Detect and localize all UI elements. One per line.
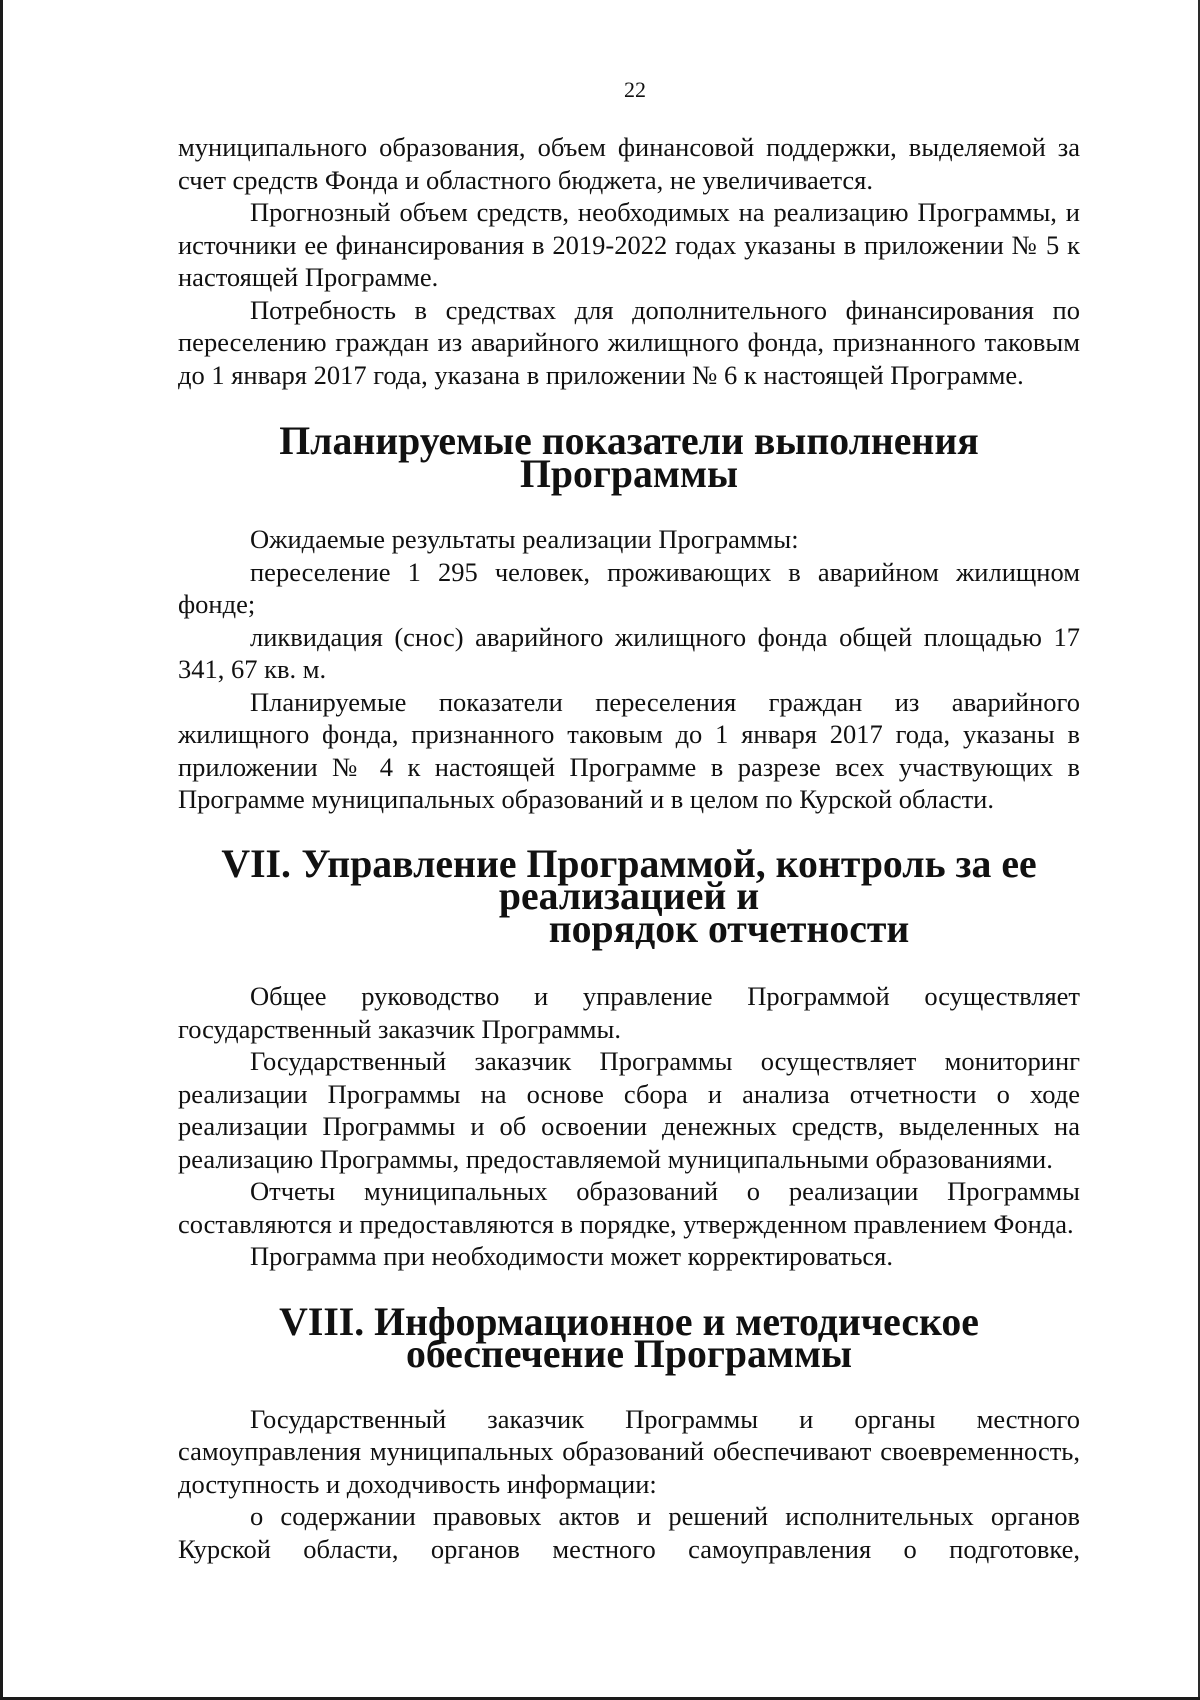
- paragraph-monitoring: Государственный заказчик Программы осуществляет мониторинг реализации Программы на основе сбора и анализа отчетности о ходе реализации Программы и об освоении денежных средств, выделенных на реализацию Программы, предоставляемой муниципальными образованиями.: [178, 1046, 1080, 1174]
- section-vii-title-line2: порядок отчетности: [548, 906, 910, 951]
- section-viii-title-text: Информационное и методическое обеспечение Программы: [374, 1299, 979, 1376]
- scan-edge-left: [0, 0, 3, 1700]
- section-vii-title-text: Управление Программой, контроль за ее реализацией и: [301, 841, 1037, 918]
- paragraph-additional-funding: Потребность в средствах для дополнительного финансирования по переселению граждан из аварийного жилищного фонда, признанного таковым до 1 января 2017 года, указана в приложении № 6 к настоящей Программе.: [178, 294, 1080, 390]
- section-heading-vii: [178, 841, 1080, 951]
- paragraph-demolition-area: ликвидация (снос) аварийного жилищного фонда общей площадью 17 341, 67 кв. м.: [178, 621, 1080, 684]
- paragraph-adjustment: Программа при необходимости может корректироваться.: [250, 1241, 893, 1271]
- paragraph-resettlement-count: переселение 1 295 человек, проживающих в аварийном жилищном фонде;: [178, 556, 1080, 619]
- paragraph-funding-forecast: Прогнозный объем средств, необходимых на реализацию Программы, и источники ее финансирования в 2019-2022 годах указаны в приложении № 5 к настоящей Программе.: [178, 197, 1080, 292]
- section-vii-number: VII.: [221, 841, 291, 886]
- section-heading-indicators: Планируемые показатели выполнения Программы: [279, 419, 979, 496]
- paragraph-information-provision: Государственный заказчик Программы и органы местного самоуправления муниципальных образований обеспечивают своевременность, доступность и доходчивость информации:: [178, 1403, 1080, 1499]
- paragraph-intro-continuation: муниципального образования, объем финансовой поддержки, выделяемой за счет средств Фонда и областного бюджета, не увеличивается.: [178, 132, 1080, 195]
- section-heading-viii: [178, 1299, 1080, 1376]
- paragraph-planned-indicators: Планируемые показатели переселения граждан из аварийного жилищного фонда, признанного таковым до 1 января 2017 года, указаны в приложении № 4 к настоящей Программе в разрезе всех участвующих в Программе муниципальных образований и в целом по Курской области.: [178, 686, 1080, 814]
- section-viii-number: VIII.: [279, 1299, 365, 1344]
- paragraph-legal-acts: о содержании правовых актов и решений исполнительных органов Курской области, органов местного самоуправления о подготовке,: [178, 1501, 1080, 1564]
- paragraph-general-management: Общее руководство и управление Программой осуществляет государственный заказчик Программы.: [178, 981, 1080, 1044]
- document-body: [178, 131, 1080, 1565]
- paragraph-reports: Отчеты муниципальных образований о реализации Программы составляются и предоставляются в порядке, утвержденном правлением Фонда.: [178, 1176, 1080, 1239]
- section-vii-title-line1: [178, 841, 1080, 918]
- paragraph-expected-results: Ожидаемые результаты реализации Программы:: [250, 524, 799, 554]
- page-number: 22: [624, 77, 646, 102]
